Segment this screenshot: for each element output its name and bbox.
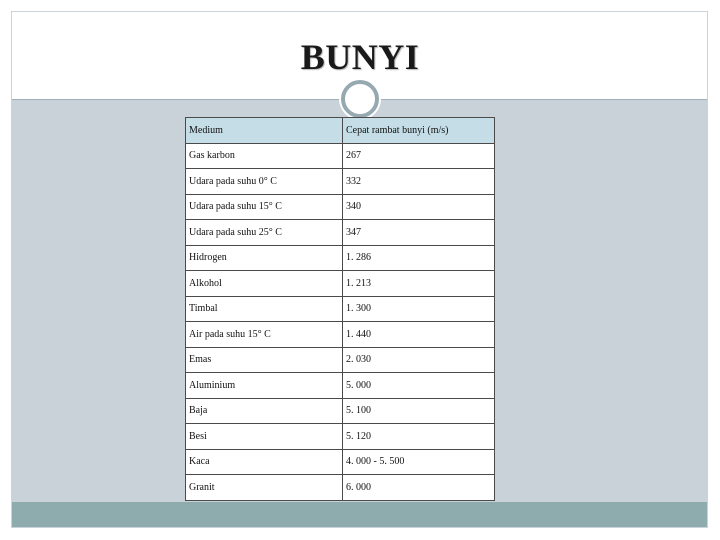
table-row xyxy=(186,322,495,348)
cell-speed: 2. 030 xyxy=(343,347,495,373)
cell-medium: Kaca xyxy=(186,449,343,475)
cell-medium: Baja xyxy=(186,398,343,424)
cell-medium: Granit xyxy=(186,475,343,501)
header-medium: Medium xyxy=(186,118,343,144)
table-row xyxy=(186,398,495,424)
cell-speed: 5. 100 xyxy=(343,398,495,424)
table-row xyxy=(186,296,495,322)
cell-speed: 1. 440 xyxy=(343,322,495,348)
table-header-row xyxy=(186,118,495,144)
cell-medium: Udara pada suhu 15° C xyxy=(186,194,343,220)
cell-speed: 4. 000 - 5. 500 xyxy=(343,449,495,475)
cell-speed: 332 xyxy=(343,169,495,195)
cell-speed: 1. 213 xyxy=(343,271,495,297)
header-speed: Cepat rambat bunyi (m/s) xyxy=(343,118,495,144)
cell-medium: Hidrogen xyxy=(186,245,343,271)
speed-table xyxy=(185,117,495,501)
table-row xyxy=(186,475,495,501)
table-row xyxy=(186,347,495,373)
table-row xyxy=(186,373,495,399)
ring-ornament xyxy=(341,80,379,118)
cell-speed: 6. 000 xyxy=(343,475,495,501)
cell-speed: 267 xyxy=(343,143,495,169)
table-row xyxy=(186,449,495,475)
cell-medium: Udara pada suhu 0° C xyxy=(186,169,343,195)
cell-speed: 5. 120 xyxy=(343,424,495,450)
table-row xyxy=(186,194,495,220)
table-row xyxy=(186,220,495,246)
cell-speed: 340 xyxy=(343,194,495,220)
table-row xyxy=(186,245,495,271)
table-body xyxy=(186,118,495,501)
footer-bar xyxy=(12,502,707,527)
table-row xyxy=(186,143,495,169)
cell-medium: Alkohol xyxy=(186,271,343,297)
cell-medium: Air pada suhu 15° C xyxy=(186,322,343,348)
slide-title: BUNYI xyxy=(300,37,420,77)
speed-table-container xyxy=(185,117,495,501)
table-row xyxy=(186,271,495,297)
cell-medium: Aluminium xyxy=(186,373,343,399)
cell-medium: Emas xyxy=(186,347,343,373)
cell-speed: 347 xyxy=(343,220,495,246)
cell-speed: 1. 300 xyxy=(343,296,495,322)
table-row xyxy=(186,169,495,195)
cell-medium: Timbal xyxy=(186,296,343,322)
cell-medium: Udara pada suhu 25° C xyxy=(186,220,343,246)
table-row xyxy=(186,424,495,450)
cell-medium: Besi xyxy=(186,424,343,450)
cell-speed: 1. 286 xyxy=(343,245,495,271)
cell-speed: 5. 000 xyxy=(343,373,495,399)
cell-medium: Gas karbon xyxy=(186,143,343,169)
